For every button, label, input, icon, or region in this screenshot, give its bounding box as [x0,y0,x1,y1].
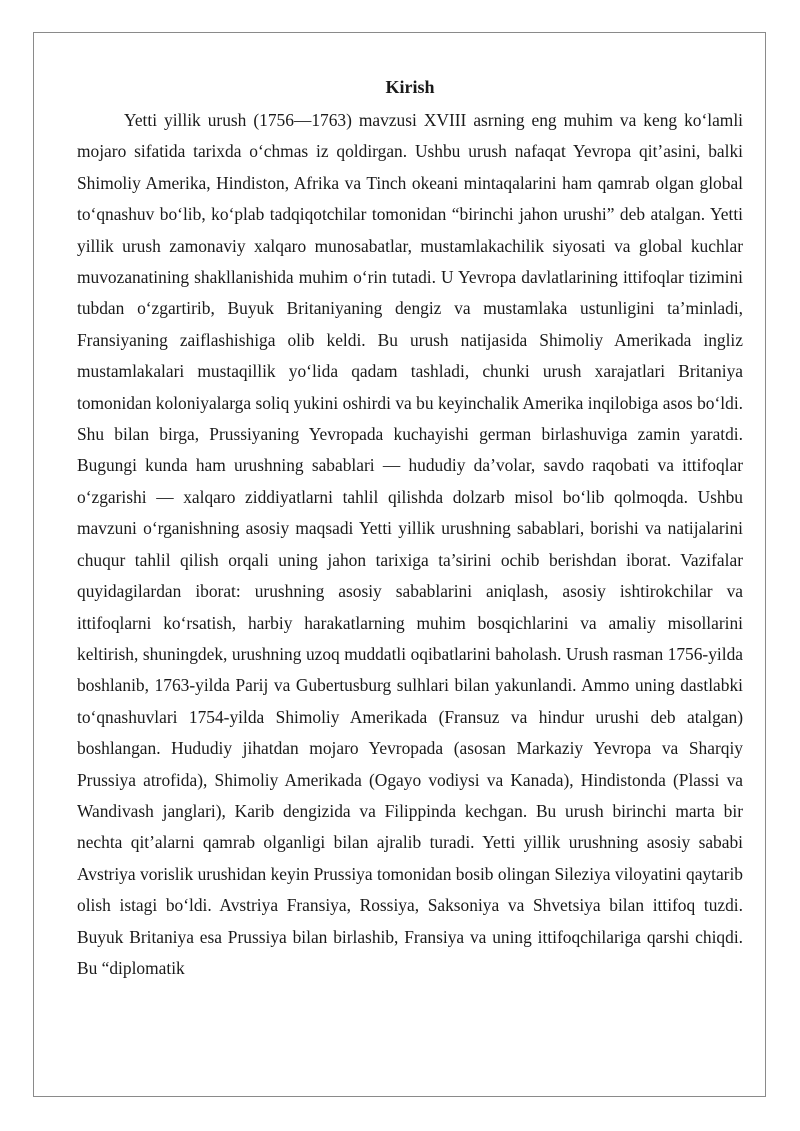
document-title: Kirish [385,77,435,97]
body-paragraph: Yetti yillik urush (1756—1763) mavzusi XVIII asrning eng muhim va keng ko‘lamli mojaro sifatida tarixda o‘chmas iz qoldirgan. Ushbu urush nafaqat Yevropa qit’asini, balki Shimoliy Amerika, Hindiston, Afrika va Tinch okeani mintaqalarini ham qamrab olgan global to‘qnashuv bo‘lib, ko‘plab tadqiqotchilar tomonidan “birinchi jahon urushi” deb atalgan. Yetti yillik urush zamonaviy xalqaro munosabatlar, mustamlakachilik siyosati va global kuchlar muvozanatining shakllanishida muhim o‘rin tutadi. U Yevropa davlatlarining ittifoqlar tizimini tubdan o‘zgartirib, Buyuk Britaniyaning dengiz va mustamlaka ustunligini ta’minladi, Fransiyaning zaiflashishiga olib keldi. Bu urush natijasida Shimoliy Amerikada ingliz mustamlakalari mustaqillik yo‘lida qadam tashladi, chunki urush xarajatlari Britaniya tomonidan koloniyalarga soliq yukini oshirdi va bu keyinchalik Amerika inqilobiga asos bo‘ldi. Shu bilan birga, Prussiyaning Yevropada kuchayishi german birlashuviga zamin yaratdi. Bugungi kunda ham urushning sabablari — hududiy da’volar, savdo raqobati va ittifoqlar o‘zgarishi — xalqaro ziddiyatlarni tahlil qilishda dolzarb misol bo‘lib qolmoqda. Ushbu mavzuni o‘rganishning asosiy maqsadi Yetti yillik urushning sabablari, borishi va natijalarini chuqur tahlil qilish orqali uning jahon tarixiga ta’sirini ochib berishdan iborat. Vazifalar quyidagilardan iborat: urushning asosiy sabablarini aniqlash, asosiy ishtirokchilar va ittifoqlarni ko‘rsatish, harbiy harakatlarning muhim bosqichlarini va amaliy misollarini keltirish, shuningdek, urushning uzoq muddatli oqibatlarini baholash. Urush rasman 1756-yilda boshlanib, 1763-yilda Parij va Gubertusburg sulhlari bilan yakunlandi. Ammo uning dastlabki to‘qnashuvlari 1754-yilda Shimoliy Amerikada (Fransuz va hindur urushi deb atalgan) boshlangan. Hududiy jihatdan mojaro Yevropada (asosan Markaziy Yevropa va Sharqiy Prussiya atrofida), Shimoliy Amerikada (Ogayo vodiysi va Kanada), Hindistonda (Plassi va Wandivash janglari), Karib dengizida va Filippinda kechgan. Bu urush birinchi marta bir nechta qit’alarni qamrab olganligi bilan ajralib turadi. Yetti yillik urushning asosiy sababi Avstriya vorislik urushidan keyin Prussiya tomonidan bosib olingan Sileziya viloyatini qaytarib olish istagi bo‘ldi. Avstriya Fransiya, Rossiya, Saksoniya va Shvetsiya bilan ittifoq tuzdi. Buyuk Britaniya esa Prussiya bilan birlashib, Fransiya va uning ittifoqchilariga qarshi chiqdi. Bu “diplomatik [77,110,743,978]
